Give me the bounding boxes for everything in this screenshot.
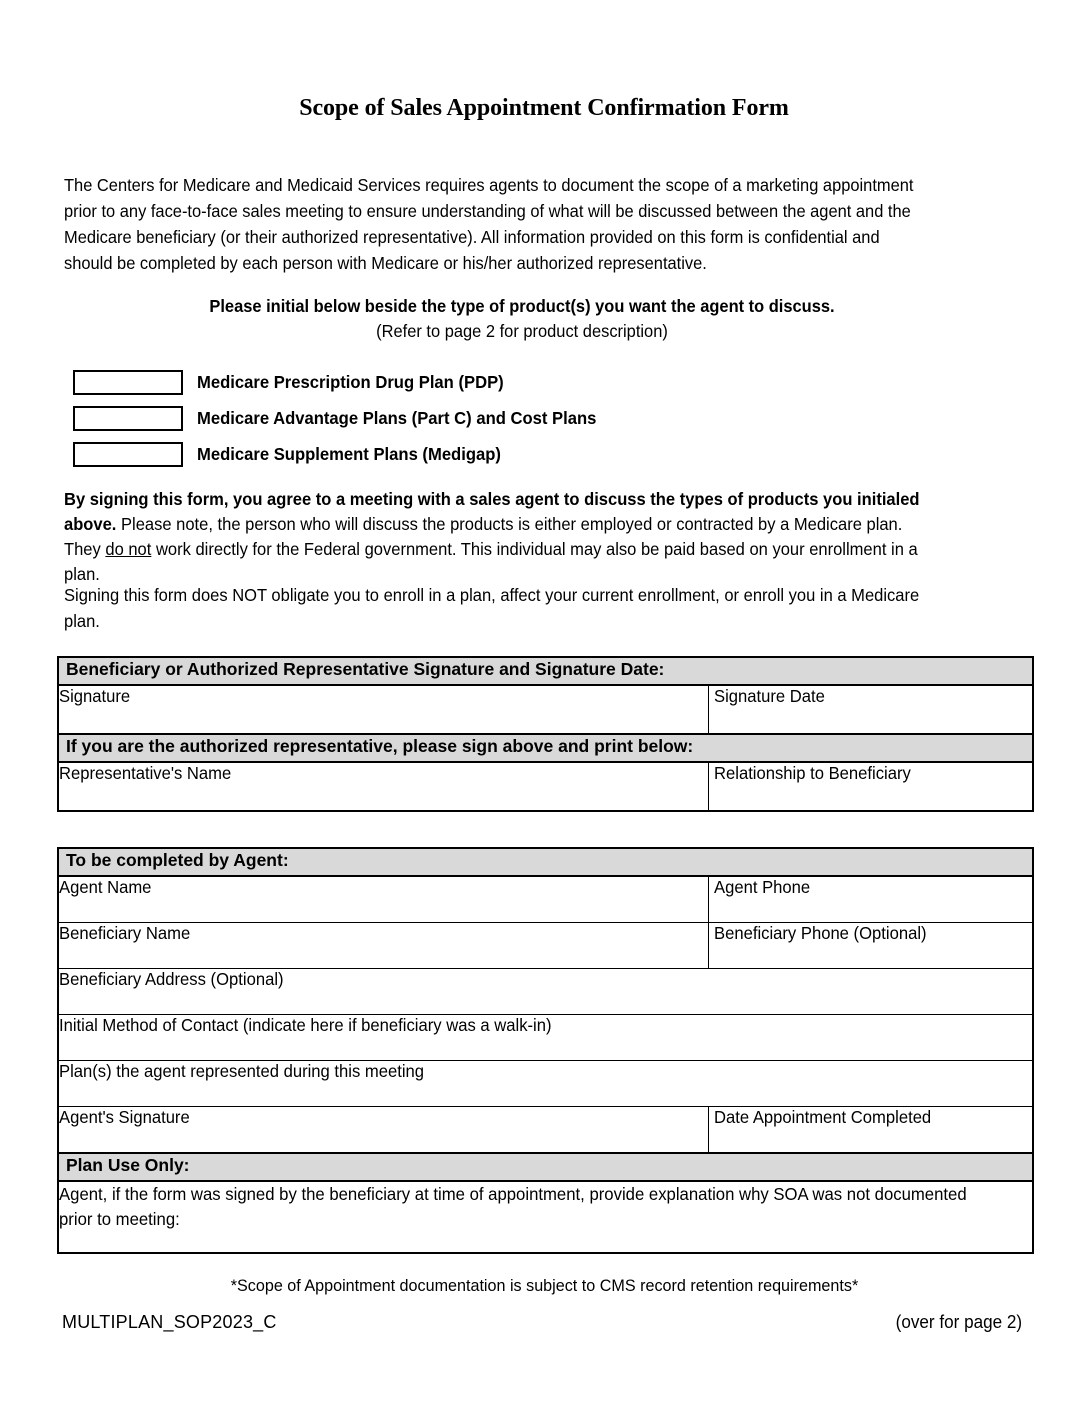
agent-completion-table (57, 847, 1034, 1254)
agent-phone-label: Agent Phone (713, 877, 810, 897)
agent-section-header: To be completed by Agent: (58, 848, 1033, 876)
table-section-header-row (58, 657, 1033, 685)
table-section-header-row (58, 1153, 1033, 1181)
beneficiary-name-field[interactable] (58, 923, 708, 969)
initial-method-of-contact-field[interactable] (58, 1015, 1033, 1061)
agent-signature-label: Agent's Signature (59, 1107, 190, 1127)
table-row (58, 685, 1033, 734)
over-for-page-2-text: (over for page 2) (895, 1312, 1022, 1332)
date-appointment-completed-label: Date Appointment Completed (713, 1107, 931, 1127)
form-id-text: MULTIPLAN_SOP2023_C (62, 1312, 277, 1332)
beneficiary-phone-field[interactable] (708, 923, 1033, 969)
not-obligate-paragraph: Signing this form does NOT obligate you to enroll in a plan, affect your current enrollment, or enroll you in a Medicare plan. (64, 585, 920, 631)
signature-date-field[interactable] (708, 685, 1033, 734)
agent-name-field[interactable] (58, 876, 708, 923)
initial-method-of-contact-label: Initial Method of Contact (indicate here if beneficiary was a walk-in) (59, 1015, 552, 1035)
table-section-header-row (58, 734, 1033, 762)
product-option-row (73, 370, 933, 406)
beneficiary-name-label: Beneficiary Name (59, 923, 191, 943)
product-option-row (73, 442, 933, 478)
date-appointment-completed-field[interactable] (708, 1107, 1033, 1154)
table-row (58, 876, 1033, 923)
authorized-rep-section-header: If you are the authorized representative, please sign above and print below: (58, 734, 1033, 762)
beneficiary-signature-table (57, 656, 1034, 812)
beneficiary-section-header: Beneficiary or Authorized Representative Signature and Signature Date: (58, 657, 1033, 685)
product-label-pdp: Medicare Prescription Drug Plan (PDP) (197, 372, 504, 392)
signature-field[interactable] (58, 685, 708, 734)
table-row (58, 923, 1033, 969)
table-row (58, 969, 1033, 1015)
product-initial-list (73, 370, 933, 478)
representative-name-field[interactable] (58, 762, 708, 811)
product-label-medicare-advantage: Medicare Advantage Plans (Part C) and Cost Plans (197, 408, 597, 428)
product-option-row (73, 406, 933, 442)
agent-phone-field[interactable] (708, 876, 1033, 923)
agreement-text-2: work directly for the Federal government. This individual may also be paid based on your enrollment in a plan. (64, 539, 918, 584)
plans-represented-field[interactable] (58, 1061, 1033, 1107)
agent-signature-field[interactable] (58, 1107, 708, 1154)
relationship-to-beneficiary-field[interactable] (708, 762, 1033, 811)
agreement-paragraph (64, 487, 941, 587)
plan-use-explanation-field[interactable] (58, 1181, 1033, 1253)
initials-box-medigap[interactable] (73, 442, 183, 467)
representative-name-label: Representative's Name (59, 763, 232, 783)
table-row (58, 762, 1033, 811)
beneficiary-phone-label: Beneficiary Phone (Optional) (713, 923, 927, 943)
agent-name-label: Agent Name (59, 877, 152, 897)
initial-instruction-subline: (Refer to page 2 for product description) (376, 321, 668, 341)
table-section-header-row (58, 848, 1033, 876)
table-row (58, 1015, 1033, 1061)
intro-paragraph: The Centers for Medicare and Medicaid Services requires agents to document the scope of a marketing appointment prior to any face-to-face sales meeting to ensure understanding of what will be discussed between the agent and the Medicare beneficiary (or their authorized representative). All information provided on this form is confidential and should be completed by each person with Medicare or his/her authorized representative. (64, 175, 914, 273)
beneficiary-address-label: Beneficiary Address (Optional) (59, 969, 284, 989)
initials-box-medicare-advantage[interactable] (73, 406, 183, 431)
plan-use-only-header: Plan Use Only: (58, 1153, 1033, 1181)
table-row (58, 1107, 1033, 1154)
table-row (58, 1181, 1033, 1253)
page-title: Scope of Sales Appointment Confirmation Form (299, 95, 789, 121)
signature-date-label: Signature Date (713, 686, 825, 706)
agreement-text-1: Please note, the person who will discuss the products is either employed or contracted by a Medicare plan. They (64, 514, 903, 559)
plans-represented-label: Plan(s) the agent represented during this meeting (59, 1061, 425, 1081)
initials-box-pdp[interactable] (73, 370, 183, 395)
initial-instruction-headline: Please initial below beside the type of product(s) you want the agent to discuss. (209, 296, 835, 316)
signature-label: Signature (59, 686, 131, 706)
relationship-to-beneficiary-label: Relationship to Beneficiary (713, 763, 911, 783)
agreement-bold-text: By signing this form, you agree to a meeting with a sales agent to discuss the types of products you initialed above. (64, 489, 920, 534)
beneficiary-address-field[interactable] (58, 969, 1033, 1015)
plan-use-explanation-label: Agent, if the form was signed by the beneficiary at time of appointment, provide explanation why SOA was not documented prior to meeting: (59, 1184, 967, 1229)
product-label-medigap: Medicare Supplement Plans (Medigap) (197, 444, 501, 464)
table-row (58, 1061, 1033, 1107)
agreement-underlined-text: do not (105, 539, 152, 559)
retention-note: *Scope of Appointment documentation is subject to CMS record retention requirements* (230, 1276, 859, 1295)
